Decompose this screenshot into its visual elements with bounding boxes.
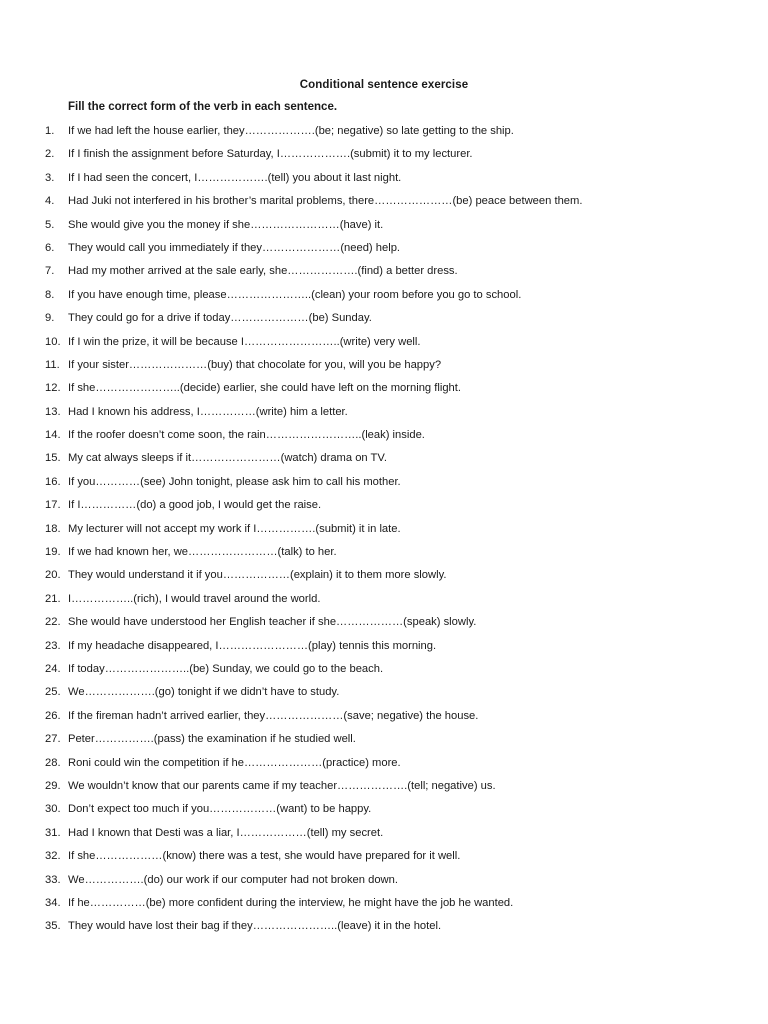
item-sentence: My lecturer will not accept my work if I…………….(submit) it in late. (68, 522, 401, 535)
item-number: 34. (45, 896, 61, 909)
exercise-item (0, 170, 768, 193)
item-sentence: We……………….(go) tonight if we didn’t have to study. (68, 686, 340, 699)
item-number: 31. (45, 826, 61, 839)
item-sentence: I……………..(rich), I would travel around the world. (68, 592, 321, 605)
item-sentence: If my headache disappeared, I……………………(play) tennis this morning. (68, 639, 437, 652)
item-number: 2. (45, 148, 55, 161)
item-sentence: If I had seen the concert, I……………….(tell) you about it last night. (68, 171, 402, 184)
exercise-item (0, 380, 768, 403)
exercise-item (0, 123, 768, 146)
item-sentence: Had I known his address, I……………(write) him a letter. (68, 405, 348, 418)
exercise-item (0, 684, 768, 707)
item-sentence: If your sister…………………(buy) that chocolate for you, will you be happy? (68, 358, 442, 371)
item-sentence: We wouldn’t know that our parents came if my teacher……………….(tell; negative) us. (68, 779, 496, 792)
item-sentence: They would call you immediately if they…………………(need) help. (68, 241, 401, 254)
item-number: 17. (45, 499, 61, 512)
item-number: 10. (45, 335, 61, 348)
exercise-instruction: Fill the correct form of the verb in each sentence. (68, 101, 338, 113)
item-sentence: We…………….(do) our work if our computer had not broken down. (68, 873, 398, 886)
item-number: 28. (45, 756, 61, 769)
exercise-item (0, 450, 768, 473)
item-sentence: If I finish the assignment before Saturday, I……………….(submit) it to my lecturer. (68, 148, 473, 161)
item-sentence: Had I known that Desti was a liar, I………………(tell) my secret. (68, 826, 384, 839)
exercise-item (0, 544, 768, 567)
item-number: 14. (45, 429, 61, 442)
exercise-item (0, 895, 768, 918)
item-sentence: My cat always sleeps if it……………………(watch) drama on TV. (68, 452, 387, 465)
item-number: 35. (45, 920, 61, 933)
item-number: 8. (45, 288, 55, 301)
item-number: 4. (45, 195, 55, 208)
item-number: 15. (45, 452, 61, 465)
item-number: 18. (45, 522, 61, 535)
exercise-list (0, 123, 768, 942)
exercise-item (0, 591, 768, 614)
item-sentence: If I……………(do) a good job, I would get the raise. (68, 499, 322, 512)
item-number: 11. (45, 358, 60, 371)
item-number: 3. (45, 171, 55, 184)
exercise-item (0, 474, 768, 497)
item-number: 30. (45, 803, 61, 816)
item-sentence: She would have understood her English teacher if she………………(speak) slowly. (68, 616, 477, 629)
item-sentence: If she………………(know) there was a test, she would have prepared for it well. (68, 850, 461, 863)
item-number: 26. (45, 709, 61, 722)
item-sentence: If the fireman hadn’t arrived earlier, they…………………(save; negative) the house. (68, 709, 479, 722)
exercise-item (0, 334, 768, 357)
item-number: 13. (45, 405, 61, 418)
item-sentence: If today…………………..(be) Sunday, we could go to the beach. (68, 662, 384, 675)
exercise-item (0, 614, 768, 637)
exercise-item (0, 193, 768, 216)
item-number: 32. (45, 850, 61, 863)
item-number: 33. (45, 873, 61, 886)
exercise-item (0, 427, 768, 450)
item-number: 22. (45, 616, 61, 629)
exercise-item (0, 848, 768, 871)
item-number: 12. (45, 382, 61, 395)
item-number: 20. (45, 569, 61, 582)
exercise-item (0, 731, 768, 754)
item-number: 1. (45, 125, 55, 137)
exercise-item (0, 918, 768, 941)
page-title: Conditional sentence exercise (299, 79, 469, 91)
exercise-item (0, 404, 768, 427)
item-number: 19. (45, 546, 61, 559)
exercise-item (0, 755, 768, 778)
exercise-item (0, 872, 768, 895)
item-number: 7. (45, 265, 55, 278)
item-number: 25. (45, 686, 61, 699)
item-sentence: They would have lost their bag if they…………………..(leave) it in the hotel. (68, 920, 442, 933)
item-number: 23. (45, 639, 61, 652)
exercise-item (0, 661, 768, 684)
item-sentence: Don’t expect too much if you………………(want) to be happy. (68, 803, 372, 816)
item-sentence: They would understand it if you………………(explain) it to them more slowly. (68, 569, 447, 582)
exercise-item (0, 521, 768, 544)
exercise-item (0, 310, 768, 333)
item-sentence: If you have enough time, please…………………..(clean) your room before you go to school. (68, 288, 522, 301)
item-sentence: If he……………(be) more confident during the interview, he might have the job he wanted. (68, 896, 514, 909)
exercise-item (0, 708, 768, 731)
item-sentence: Had my mother arrived at the sale early, she……………….(find) a better dress. (68, 265, 458, 278)
item-number: 27. (45, 733, 61, 746)
item-sentence: If the roofer doesn’t come soon, the rain……………………..(leak) inside. (68, 429, 425, 442)
exercise-item (0, 287, 768, 310)
exercise-item (0, 825, 768, 848)
exercise-item (0, 497, 768, 520)
item-sentence: If we had known her, we……………………(talk) to her. (68, 546, 337, 559)
exercise-item (0, 638, 768, 661)
item-sentence: If we had left the house earlier, they……………….(be; negative) so late getting to the ship. (68, 125, 514, 137)
item-sentence: They could go for a drive if today…………………(be) Sunday. (68, 312, 372, 325)
item-number: 24. (45, 662, 61, 675)
item-number: 29. (45, 779, 61, 792)
exercise-item (0, 263, 768, 286)
item-number: 5. (45, 218, 55, 231)
item-sentence: If I win the prize, it will be because I……………………..(write) very well. (68, 335, 421, 348)
item-sentence: If she…………………..(decide) earlier, she could have left on the morning flight. (68, 382, 461, 395)
exercise-item (0, 217, 768, 240)
exercise-item (0, 567, 768, 590)
exercise-item (0, 357, 768, 380)
exercise-item (0, 146, 768, 169)
item-number: 16. (45, 475, 61, 488)
item-sentence: Peter…………….(pass) the examination if he studied well. (68, 733, 356, 746)
exercise-item (0, 240, 768, 263)
exercise-item (0, 801, 768, 824)
item-number: 21. (45, 592, 61, 605)
item-sentence: She would give you the money if she……………………(have) it. (68, 218, 384, 231)
exercise-item (0, 778, 768, 801)
item-number: 6. (45, 241, 55, 254)
item-sentence: Roni could win the competition if he…………………(practice) more. (68, 756, 401, 769)
item-sentence: Had Juki not interfered in his brother’s marital problems, there…………………(be) peace between them. (68, 195, 583, 208)
item-number: 9. (45, 312, 55, 325)
item-sentence: If you…………(see) John tonight, please ask him to call his mother. (68, 475, 401, 488)
